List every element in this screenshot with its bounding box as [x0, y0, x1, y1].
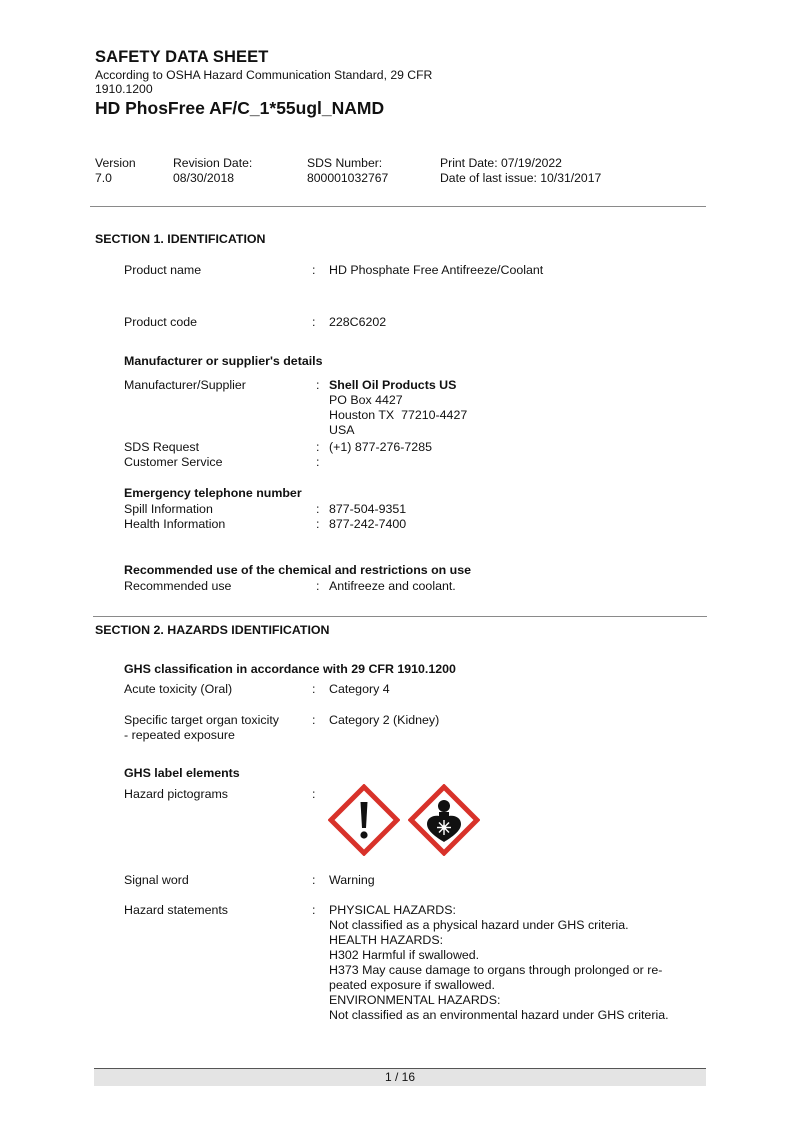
- section-divider: [93, 616, 707, 617]
- colon: :: [312, 315, 316, 329]
- revision-date-label: Revision Date:: [173, 156, 253, 170]
- sds-request-label: SDS Request: [124, 440, 200, 454]
- manufacturer-label: Manufacturer/Supplier: [124, 378, 246, 392]
- hazard-statement-line: ENVIRONMENTAL HAZARDS:: [329, 993, 501, 1007]
- product-code-label: Product code: [124, 315, 198, 329]
- hazard-pictograms-label: Hazard pictograms: [124, 787, 228, 801]
- document-subtitle-line2: 1910.1200: [95, 82, 153, 96]
- hazard-statement-line: Not classified as a physical hazard under GHS criteria.: [329, 918, 629, 932]
- product-name-value: HD Phosphate Free Antifreeze/Coolant: [329, 263, 544, 277]
- colon: :: [316, 517, 320, 531]
- health-info-label: Health Information: [124, 517, 226, 531]
- manufacturer-heading: Manufacturer or supplier's details: [124, 354, 323, 368]
- version-value: 7.0: [95, 171, 112, 185]
- spill-info-label: Spill Information: [124, 502, 213, 516]
- print-date: Print Date: 07/19/2022: [440, 156, 562, 170]
- health-hazard-pictogram-icon: [408, 784, 480, 856]
- ghs-label-elements-heading: GHS label elements: [124, 766, 240, 780]
- recommended-use-heading: Recommended use of the chemical and restrictions on use: [124, 563, 472, 577]
- manufacturer-address-line: Houston TX 77210-4427: [329, 408, 468, 422]
- acute-toxicity-label: Acute toxicity (Oral): [124, 682, 233, 696]
- hazard-statements-label: Hazard statements: [124, 903, 228, 917]
- colon: :: [312, 787, 316, 801]
- hazard-statement-line: H373 May cause damage to organs through prolonged or re-: [329, 963, 663, 977]
- colon: :: [312, 263, 316, 277]
- customer-service-label: Customer Service: [124, 455, 223, 469]
- recommended-use-label: Recommended use: [124, 579, 232, 593]
- exclamation-mark-pictogram-icon: [328, 784, 400, 856]
- hazard-statement-line: PHYSICAL HAZARDS:: [329, 903, 456, 917]
- colon: :: [312, 903, 316, 917]
- hazard-statement-line: peated exposure if swallowed.: [329, 978, 495, 992]
- colon: :: [316, 440, 320, 454]
- colon: :: [312, 682, 316, 696]
- signal-word-value: Warning: [329, 873, 375, 887]
- page-footer: [94, 1068, 706, 1086]
- colon: :: [316, 579, 320, 593]
- stot-label-line2: - repeated exposure: [124, 728, 235, 742]
- spill-info-value: 877-504-9351: [329, 502, 407, 516]
- document-title: SAFETY DATA SHEET: [95, 48, 269, 66]
- colon: :: [316, 502, 320, 516]
- acute-toxicity-value: Category 4: [329, 682, 390, 696]
- hazard-statement-line: H302 Harmful if swallowed.: [329, 948, 480, 962]
- emergency-heading: Emergency telephone number: [124, 486, 302, 500]
- health-info-value: 877-242-7400: [329, 517, 407, 531]
- section-2-title: SECTION 2. HAZARDS IDENTIFICATION: [95, 623, 330, 637]
- signal-word-label: Signal word: [124, 873, 189, 887]
- hazard-statement-line: HEALTH HAZARDS:: [329, 933, 444, 947]
- product-code-value: 228C6202: [329, 315, 387, 329]
- manufacturer-name: Shell Oil Products US: [329, 378, 457, 392]
- section-1-title: SECTION 1. IDENTIFICATION: [95, 232, 266, 246]
- revision-date-value: 08/30/2018: [173, 171, 234, 185]
- document-subtitle-line1: According to OSHA Hazard Communication Standard, 29 CFR: [95, 68, 433, 82]
- manufacturer-address-line: USA: [329, 423, 355, 437]
- stot-value: Category 2 (Kidney): [329, 713, 440, 727]
- header-divider: [90, 206, 706, 207]
- manufacturer-address-line: PO Box 4427: [329, 393, 403, 407]
- colon: :: [312, 873, 316, 887]
- page-number: 1 / 16: [384, 1070, 416, 1084]
- colon: :: [316, 378, 320, 392]
- last-issue-date: Date of last issue: 10/31/2017: [440, 171, 602, 185]
- sds-number-label: SDS Number:: [307, 156, 383, 170]
- version-label: Version: [95, 156, 136, 170]
- sds-number-value: 800001032767: [307, 171, 389, 185]
- product-heading: HD PhosFree AF/C_1*55ugl_NAMD: [95, 98, 385, 118]
- sds-request-value: (+1) 877-276-7285: [329, 440, 432, 454]
- hazard-statement-line: Not classified as an environmental hazard under GHS criteria.: [329, 1008, 669, 1022]
- recommended-use-value: Antifreeze and coolant.: [329, 579, 456, 593]
- ghs-classification-heading: GHS classification in accordance with 29 CFR 1910.1200: [124, 662, 456, 676]
- colon: :: [312, 713, 316, 727]
- product-name-label: Product name: [124, 263, 202, 277]
- stot-label-line1: Specific target organ toxicity: [124, 713, 279, 727]
- colon: :: [316, 455, 320, 469]
